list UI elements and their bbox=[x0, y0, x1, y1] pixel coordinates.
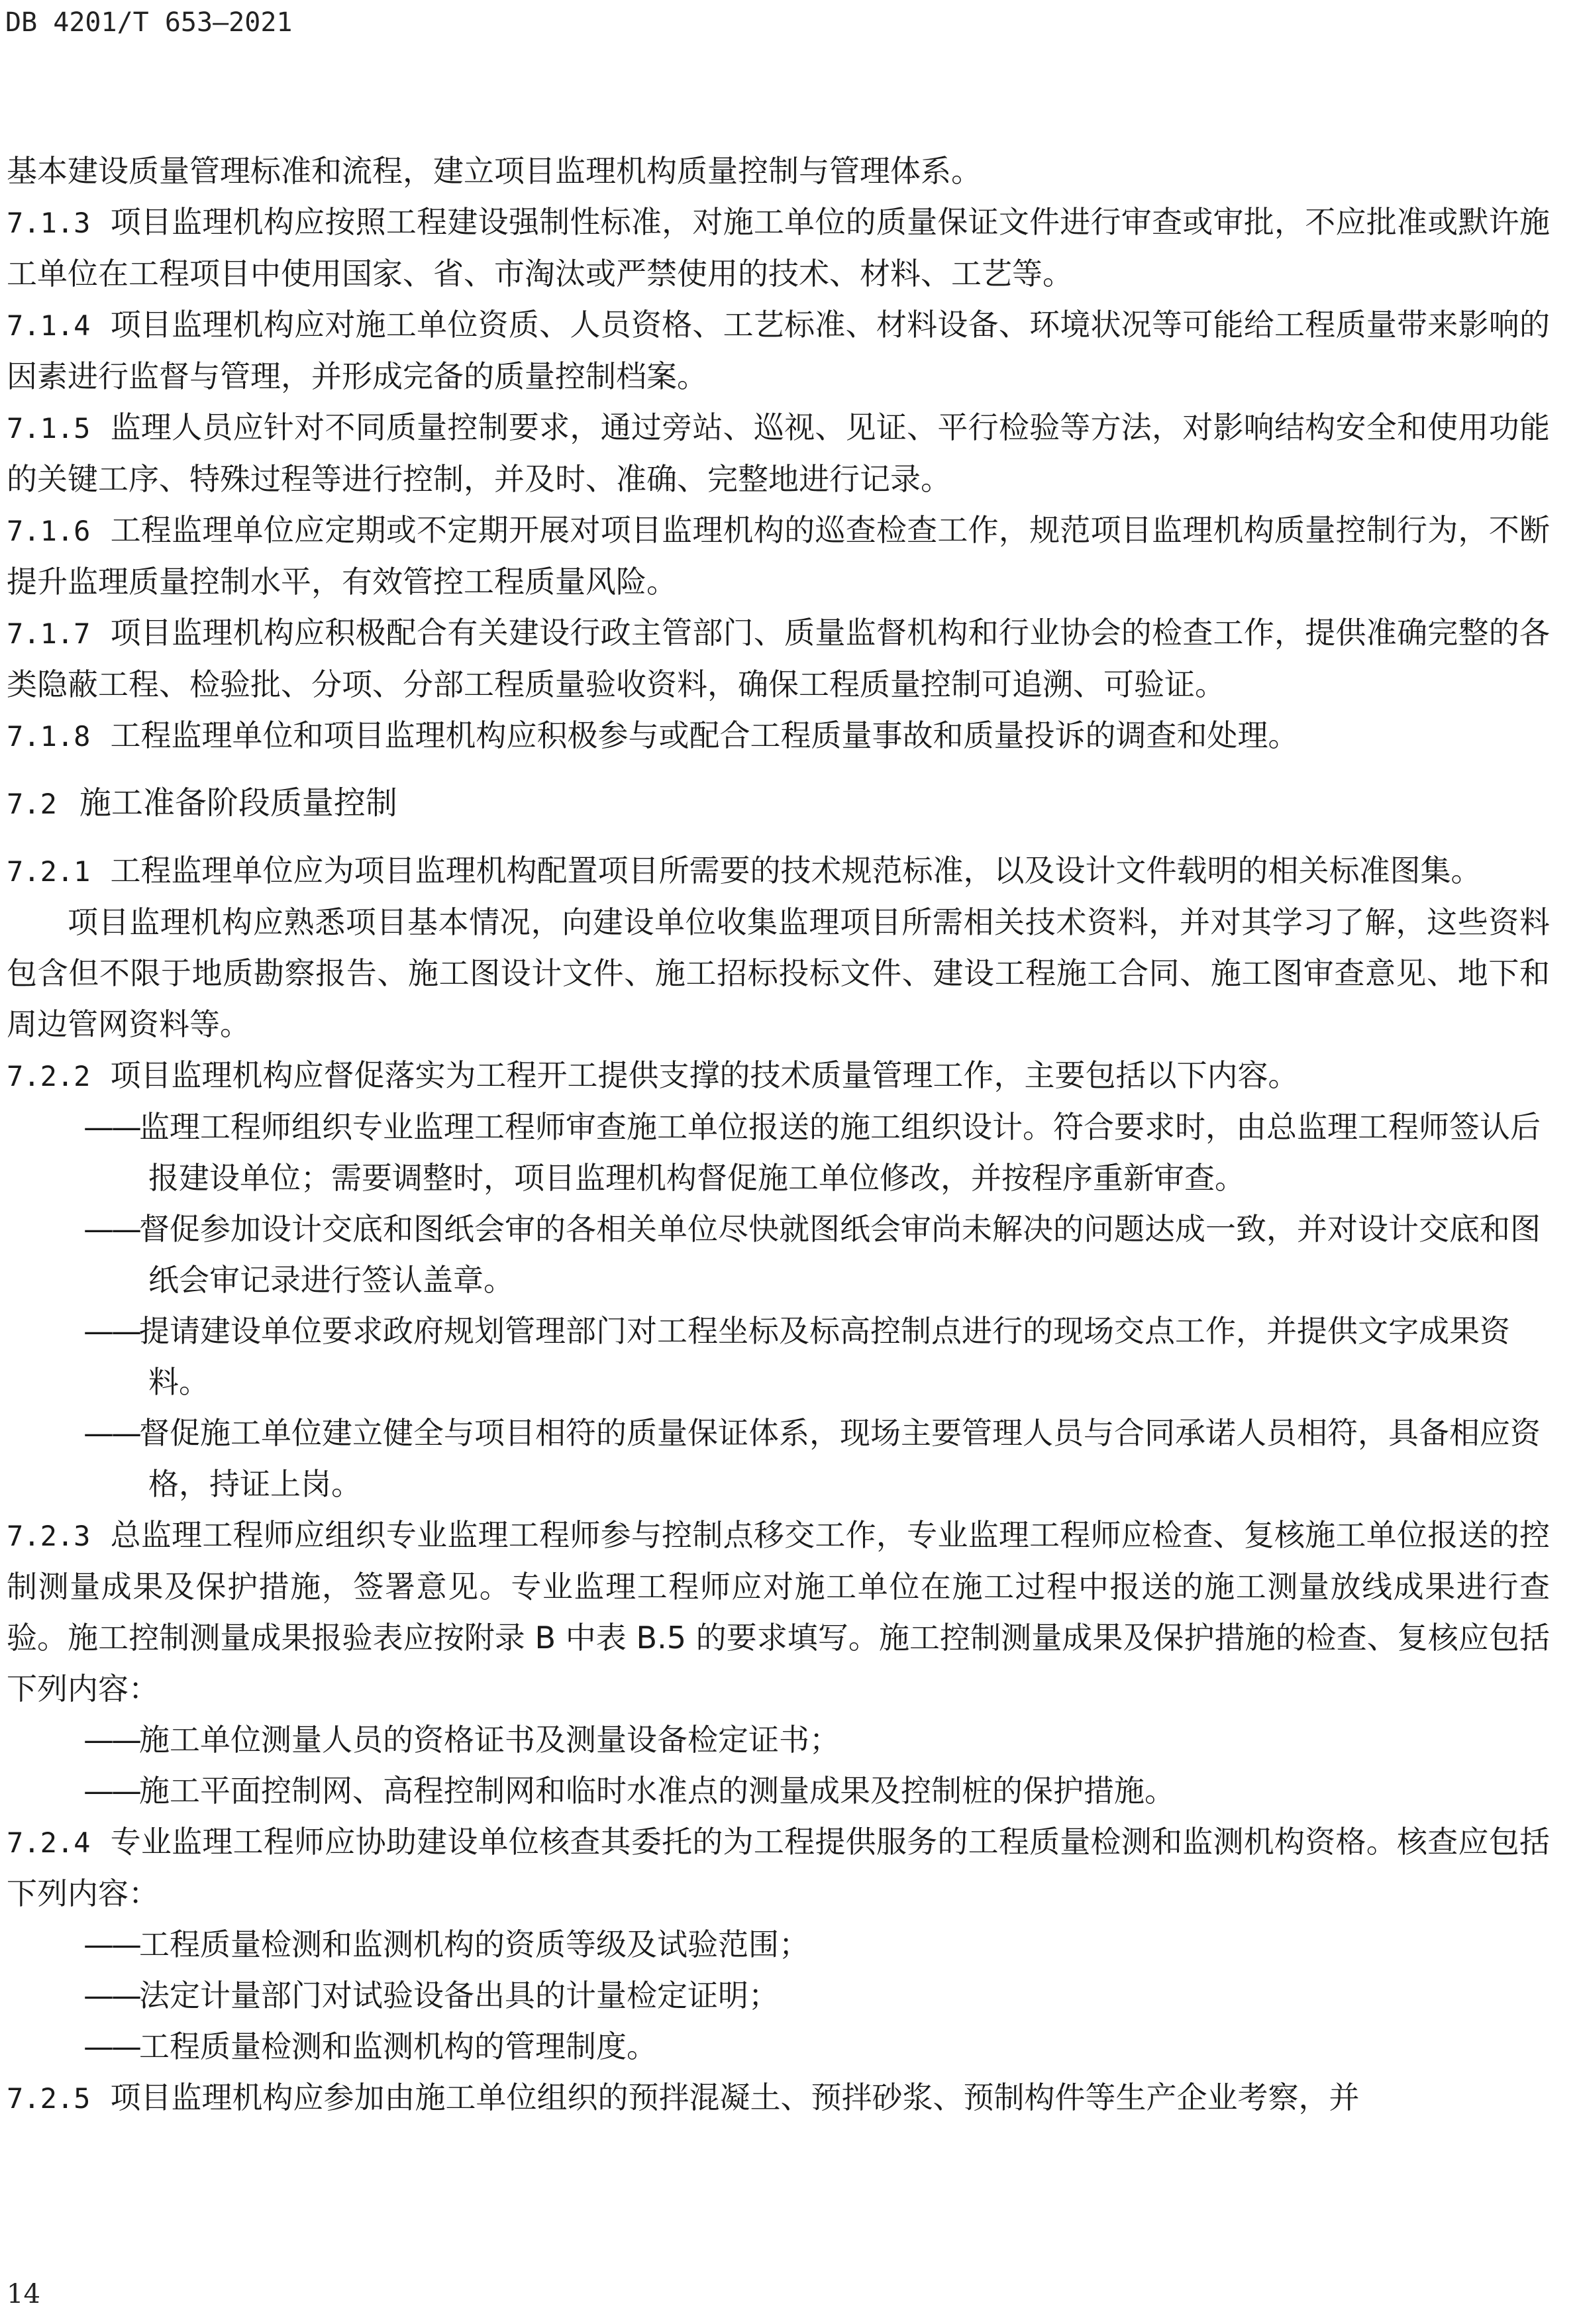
clause-number: 7.1.5 bbox=[7, 412, 91, 445]
clause-text: 工程监理单位和项目监理机构应积极参与或配合工程质量事故和质量投诉的调查和处理。 bbox=[110, 717, 1299, 753]
list-item-text: 施工单位测量人员的资格证书及测量设备检定证书； bbox=[139, 1722, 840, 1758]
clause-7-1-3 bbox=[7, 197, 1550, 299]
list-item bbox=[7, 1204, 1550, 1306]
list-item bbox=[7, 1408, 1550, 1510]
clause-number: 7.1.8 bbox=[7, 720, 91, 753]
clause-7-2-2 bbox=[7, 1050, 1550, 1102]
document-body bbox=[7, 146, 1550, 2124]
list-item bbox=[7, 1306, 1550, 1408]
clause-7-1-6 bbox=[7, 505, 1550, 607]
list-item-text: 监理工程师组织专业监理工程师审查施工单位报送的施工组织设计。符合要求时，由总监理工程师签认后报建设单位；需要调整时，项目监理机构督促施工单位修改，并按程序重新审查。 bbox=[139, 1109, 1541, 1196]
clause-7-1-4 bbox=[7, 299, 1550, 402]
clause-7-2-1 bbox=[7, 845, 1550, 897]
list-item bbox=[7, 1102, 1550, 1204]
clause-number: 7.1.3 bbox=[7, 207, 91, 239]
clause-text: 项目监理机构应督促落实为工程开工提供支撑的技术质量管理工作，主要包括以下内容。 bbox=[110, 1057, 1299, 1093]
document-code-header: DB 4201/T 653—2021 bbox=[5, 7, 293, 38]
list-item-text: 工程质量检测和监测机构的管理制度。 bbox=[139, 2029, 657, 2064]
clause-number: 7.2.2 bbox=[7, 1060, 91, 1092]
clause-text: 项目监理机构应积极配合有关建设行政主管部门、质量监督机构和行业协会的检查工作，提供准确完整的各类隐蔽工程、检验批、分项、分部工程质量验收资料，确保工程质量控制可追溯、可验证。 bbox=[7, 615, 1550, 702]
clause-number: 7.1.6 bbox=[7, 515, 91, 547]
clause-number: 7.2.5 bbox=[7, 2082, 91, 2115]
clause-7-1-5 bbox=[7, 402, 1550, 505]
list-item-text: 提请建设单位要求政府规划管理部门对工程坐标及标高控制点进行的现场交点工作，并提供文字成果资料。 bbox=[139, 1313, 1510, 1400]
dash-marker: —— bbox=[83, 1978, 139, 2013]
clause-text: 项目监理机构应参加由施工单位组织的预拌混凝土、预拌砂浆、预制构件等生产企业考察，并 bbox=[110, 2080, 1360, 2115]
clause-7-2-3 bbox=[7, 1510, 1550, 1715]
list-item bbox=[7, 1919, 1550, 1970]
list-item bbox=[7, 1970, 1550, 2021]
list-item-text: 法定计量部门对试验设备出具的计量检定证明； bbox=[139, 1978, 779, 2013]
clause-7-2-5 bbox=[7, 2072, 1550, 2124]
dash-marker: —— bbox=[83, 1773, 139, 1809]
list-item-text: 施工平面控制网、高程控制网和临时水准点的测量成果及控制桩的保护措施。 bbox=[139, 1773, 1175, 1809]
clause-number: 7.1.4 bbox=[7, 309, 91, 342]
dash-marker: —— bbox=[83, 1722, 139, 1758]
section-number: 7.2 bbox=[7, 788, 57, 820]
clause-text: 监理人员应针对不同质量控制要求，通过旁站、巡视、见证、平行检验等方法，对影响结构安全和使用功能的关键工序、特殊过程等进行控制，并及时、准确、完整地进行记录。 bbox=[7, 409, 1550, 497]
list-item-text: 督促施工单位建立健全与项目相符的质量保证体系，现场主要管理人员与合同承诺人员相符，具备相应资格，持证上岗。 bbox=[139, 1415, 1541, 1502]
clause-7-2-4 bbox=[7, 1817, 1550, 1919]
list-item bbox=[7, 1766, 1550, 1817]
clause-7-2-1-paragraph-2: 项目监理机构应熟悉项目基本情况，向建设单位收集监理项目所需相关技术资料，并对其学习了解，这些资料包含但不限于地质勘察报告、施工图设计文件、施工招标投标文件、建设工程施工合同、施工图审查意见、地下和周边管网资料等。 bbox=[7, 904, 1550, 1042]
dash-marker: —— bbox=[83, 1313, 139, 1349]
page-number: 14 bbox=[7, 2279, 40, 2309]
dash-marker: —— bbox=[83, 1415, 139, 1451]
clause-text: 项目监理机构应对施工单位资质、人员资格、工艺标准、材料设备、环境状况等可能给工程质量带来影响的因素进行监督与管理，并形成完备的质量控制档案。 bbox=[7, 307, 1550, 394]
list-item bbox=[7, 2021, 1550, 2072]
list-item-text: 督促参加设计交底和图纸会审的各相关单位尽快就图纸会审尚未解决的问题达成一致，并对设计交底和图纸会审记录进行签认盖章。 bbox=[139, 1211, 1541, 1298]
clause-number: 7.2.1 bbox=[7, 855, 91, 888]
dash-marker: —— bbox=[83, 1211, 139, 1247]
dash-marker: —— bbox=[83, 1927, 139, 1962]
section-heading-7-2 bbox=[7, 776, 1550, 831]
list-item-text: 工程质量检测和监测机构的资质等级及试验范围； bbox=[139, 1927, 809, 1962]
clause-text: 专业监理工程师应协助建设单位核查其委托的为工程提供服务的工程质量检测和监测机构资格。核查应包括下列内容： bbox=[7, 1824, 1550, 1911]
clause-number: 7.1.7 bbox=[7, 617, 91, 650]
clause-7-1-7 bbox=[7, 607, 1550, 710]
list-item bbox=[7, 1715, 1550, 1766]
clause-7-1-8 bbox=[7, 710, 1550, 762]
clause-text: 工程监理单位应为项目监理机构配置项目所需要的技术规范标准，以及设计文件载明的相关标准图集。 bbox=[110, 853, 1482, 888]
clause-number: 7.2.4 bbox=[7, 1826, 91, 1859]
dash-marker: —— bbox=[83, 1109, 139, 1145]
clause-text: 总监理工程师应组织专业监理工程师参与控制点移交工作，专业监理工程师应检查、复核施工单位报送的控制测量成果及保护措施，签署意见。专业监理工程师应对施工单位在施工过程中报送的施工测量放线成果进行查验。施工控制测量成果报验表应按附录 B 中表 B.5 的要求填写。施工控制测量成果及保护措施的检查、复核应包括下列内容： bbox=[7, 1517, 1550, 1707]
dash-marker: —— bbox=[83, 2029, 139, 2064]
clause-text: 工程监理单位应定期或不定期开展对项目监理机构的巡查检查工作，规范项目监理机构质量控制行为，不断提升监理质量控制水平，有效管控工程质量风险。 bbox=[7, 512, 1550, 600]
lead-paragraph: 基本建设质量管理标准和流程，建立项目监理机构质量控制与管理体系。 bbox=[7, 153, 982, 189]
clause-number: 7.2.3 bbox=[7, 1520, 91, 1552]
clause-text: 项目监理机构应按照工程建设强制性标准，对施工单位的质量保证文件进行审查或审批，不应批准或默许施工单位在工程项目中使用国家、省、市淘汰或严禁使用的技术、材料、工艺等。 bbox=[7, 204, 1550, 291]
section-title: 施工准备阶段质量控制 bbox=[79, 784, 397, 821]
